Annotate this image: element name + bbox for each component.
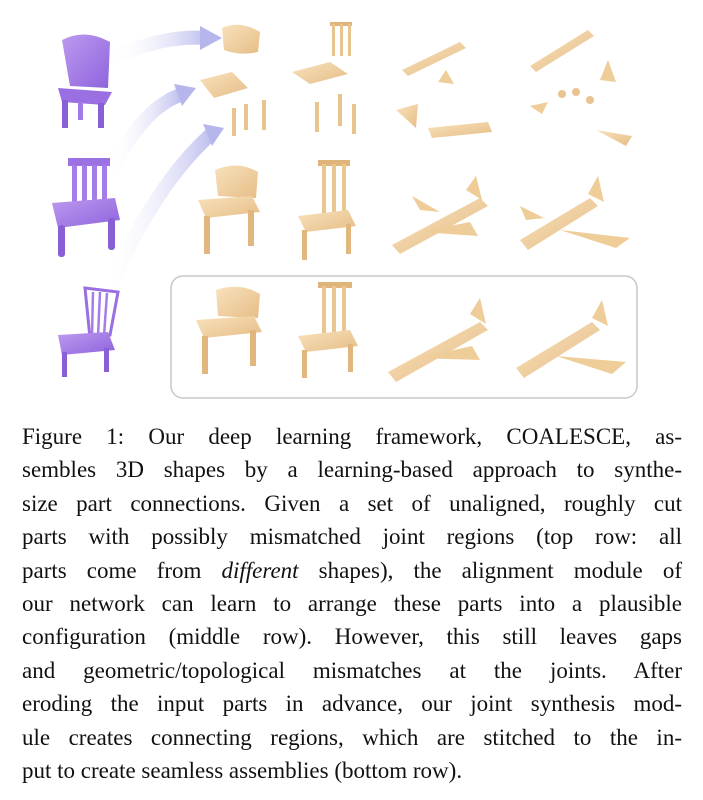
chair-seat-part (200, 72, 248, 98)
middle-chair-1 (198, 165, 260, 254)
bottom-chair-1 (196, 287, 262, 374)
slatted-legs-part (315, 94, 356, 134)
chair-back-part (222, 25, 260, 54)
slatted-seat-part (292, 62, 348, 84)
arrow-2 (110, 95, 180, 175)
plane-fuselage-part-2 (530, 30, 594, 72)
caption-text: parts come from (22, 557, 222, 583)
bottom-plane-2 (516, 300, 626, 378)
caption-line: size part connections. Given a set of unaligned, roughly cut (22, 490, 682, 516)
caption-line: configuration (middle row). However, this still leaves gaps (22, 624, 682, 650)
caption-text: shapes), the alignment module of (298, 557, 682, 583)
plane-tail-part-1 (438, 70, 454, 84)
bottom-chair-2 (298, 282, 358, 378)
caption-line: and geometric/topological mismatches at the joints. After (22, 657, 682, 683)
caption-line (22, 554, 682, 587)
figure-caption (22, 420, 682, 787)
caption-line: Figure 1: Our deep learning framework, COALESCE, as- (22, 424, 682, 449)
bottom-row-assemblies (196, 282, 626, 382)
top-row-parts (200, 22, 632, 146)
arrows (105, 26, 224, 300)
slatted-back-part (330, 22, 352, 56)
arrow-1 (110, 38, 205, 60)
caption-line: eroding the input parts in advance, our joint synthesis mod- (22, 691, 682, 717)
middle-row-assemblies (198, 160, 630, 260)
plane-fuselage-part-1 (402, 42, 466, 76)
caption-line: put to create seamless assemblies (bottom row). (22, 758, 463, 784)
middle-plane-2 (520, 176, 630, 250)
bottom-plane-1 (388, 298, 488, 382)
plane-small-parts-2 (530, 88, 632, 146)
middle-chair-2 (298, 160, 356, 260)
middle-plane-1 (392, 176, 488, 254)
chair-legs-part (232, 100, 266, 136)
caption-line: parts with possibly mismatched joint regions (top row: all (22, 524, 682, 550)
caption-line: ule creates connecting regions, which are stitched to the in- (22, 724, 682, 750)
caption-line: sembles 3D shapes by a learning-based approach to synthe- (22, 457, 682, 483)
plane-tail-part-2 (600, 60, 616, 82)
caption-line: our network can learn to arrange these parts into a plausible (22, 591, 682, 617)
caption-emphasis: different (221, 557, 299, 583)
arrow-head-1 (200, 26, 222, 50)
plane-wings-part-1 (396, 104, 492, 138)
source-chair-1 (58, 34, 112, 128)
